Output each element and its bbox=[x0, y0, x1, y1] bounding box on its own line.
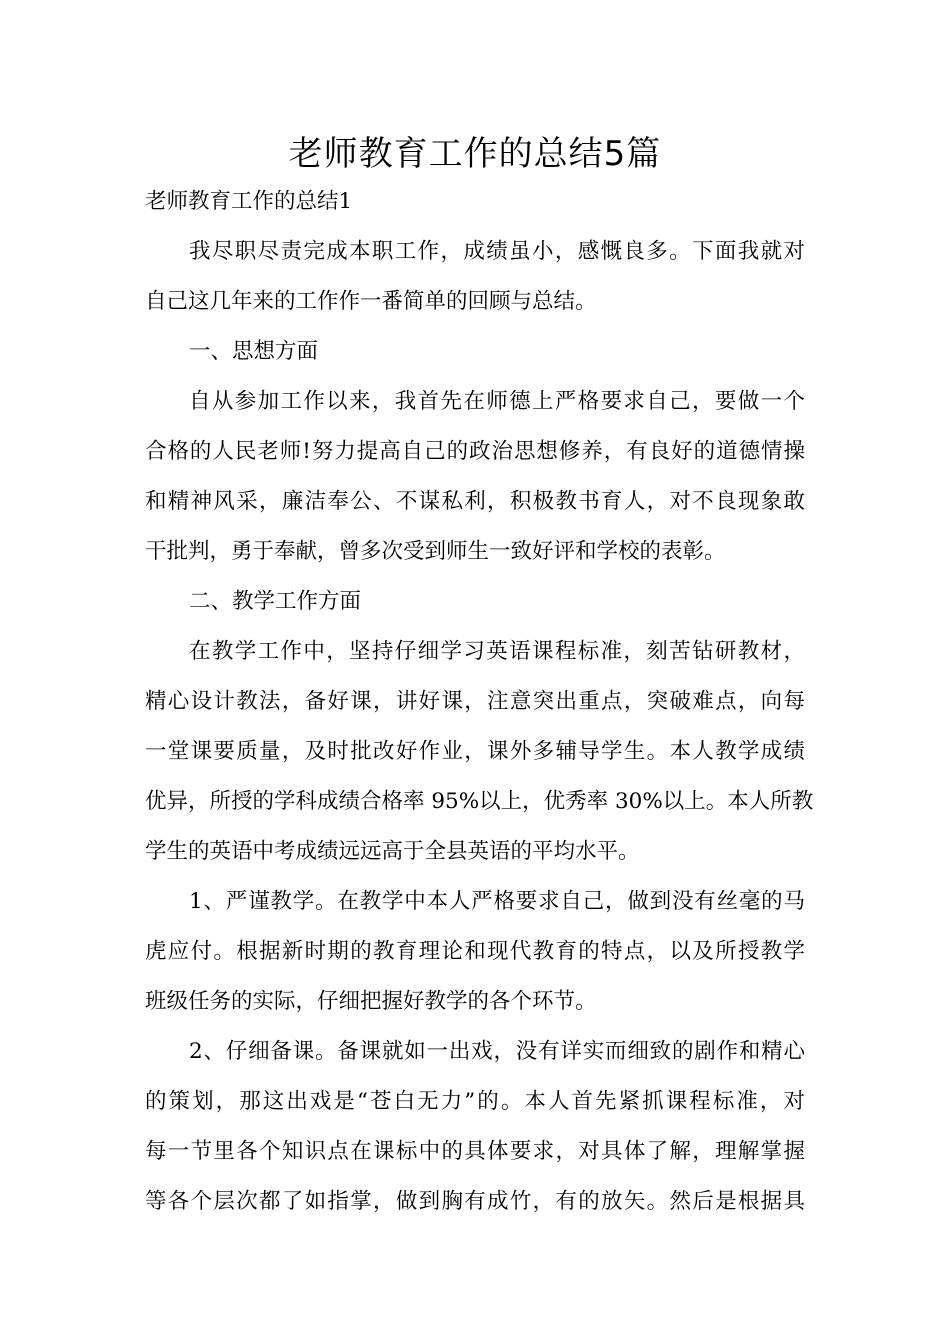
paragraph-line: 精心设计教法，备好课，讲好课，注意突出重点，突破难点，向每 bbox=[145, 689, 805, 714]
paragraph-line: 自己这几年来的工作作一番简单的回顾与总结。 bbox=[145, 289, 597, 314]
paragraph-line: 自从参加工作以来，我首先在师德上严格要求自己，要做一个 bbox=[189, 389, 805, 414]
paragraph-line: 每一节里各个知识点在课标中的具体要求，对具体了解，理解掌握 bbox=[145, 1139, 805, 1164]
paragraph-line: 干批判，勇于奉献，曾多次受到师生一致好评和学校的表彰。 bbox=[145, 539, 726, 564]
subsection-heading: 一、思想方面 bbox=[189, 339, 319, 364]
subsection-heading: 二、教学工作方面 bbox=[189, 589, 362, 614]
paragraph-line: 优异，所授的学科成绩合格率 95%以上，优秀率 30%以上。本人所教 bbox=[145, 789, 814, 814]
paragraph-line: 1、严谨教学。在教学中本人严格要求自己，做到没有丝毫的马 bbox=[189, 889, 805, 914]
paragraph-line: 一堂课要质量，及时批改好作业，课外多辅导学生。本人教学成绩 bbox=[145, 739, 805, 764]
paragraph-line: 等各个层次都了如指掌，做到胸有成竹，有的放矢。然后是根据具 bbox=[145, 1189, 805, 1214]
paragraph-line: 和精神风采，廉洁奉公、不谋私利，积极教书育人，对不良现象敢 bbox=[145, 489, 805, 514]
paragraph-line: 在教学工作中，坚持仔细学习英语课程标准，刻苦钻研教材， bbox=[189, 639, 805, 664]
paragraph-line: 我尽职尽责完成本职工作，成绩虽小，感慨良多。下面我就对 bbox=[189, 239, 805, 264]
paragraph-line: 2、仔细备课。备课就如一出戏，没有详实而细致的剧作和精心 bbox=[189, 1039, 805, 1064]
section-heading: 老师教育工作的总结1 bbox=[145, 189, 353, 214]
document-title: 老师教育工作的总结5篇 bbox=[288, 134, 662, 174]
paragraph-line: 虎应付。根据新时期的教育理论和现代教育的特点，以及所授教学 bbox=[145, 939, 805, 964]
paragraph-line: 学生的英语中考成绩远远高于全县英语的平均水平。 bbox=[145, 839, 640, 864]
paragraph-line: 的策划，那这出戏是“苍白无力”的。本人首先紧抓课程标准，对 bbox=[145, 1089, 805, 1114]
paragraph-line: 班级任务的实际，仔细把握好教学的各个环节。 bbox=[145, 989, 597, 1014]
paragraph-line: 合格的人民老师!努力提高自己的政治思想修养，有良好的道德情操 bbox=[145, 439, 805, 464]
